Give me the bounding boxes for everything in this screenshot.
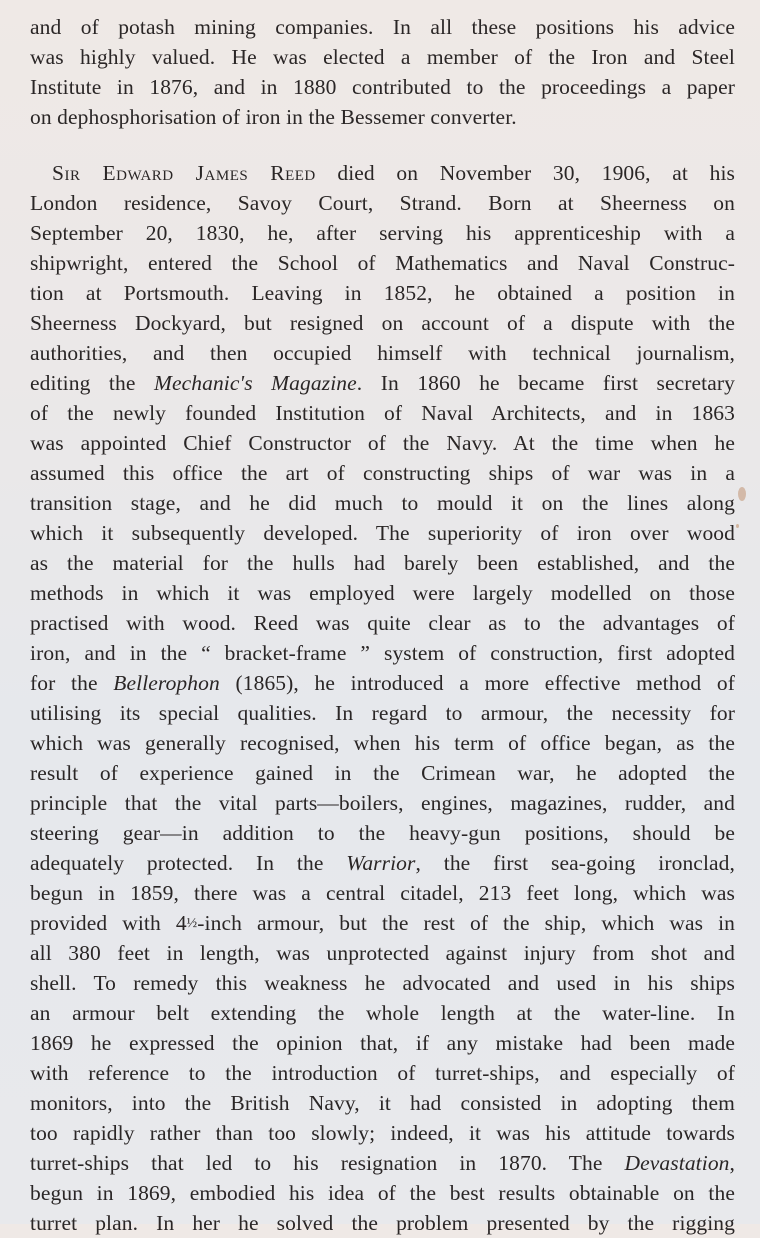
text-run: adequately protected. In the [30,851,347,875]
text-line [30,1148,735,1178]
text-line: shell. To remedy this weakness he advocated and used in his ships [30,971,735,995]
text-line: too rapidly rather than too slowly; indeed, it was his attitude towards [30,1121,735,1145]
text-line: London residence, Savoy Court, Strand. Born at Sheerness on [30,191,735,215]
text-line: September 20, 1830, he, after serving his apprenticeship with a [30,221,735,245]
italic-ship-name: Devastation [624,1151,730,1175]
text-line: methods in which it was employed were largely modelled on those [30,581,735,605]
text-line [30,908,735,938]
text-line: an armour belt extending the whole length at the water-line. In [30,1001,735,1025]
text-line: 1869 he expressed the opinion that, if any mistake had been made [30,1031,735,1055]
text-line: was highly valued. He was elected a member of the Iron and Steel [30,45,735,69]
text-run: (1865), he introduced a more effective method of [219,671,736,695]
text-line: which was generally recognised, when his term of office began, as the [30,731,735,755]
text-line: authorities, and then occupied himself with technical journalism, [30,341,735,365]
text-line: begun in 1859, there was a central citadel, 213 feet long, which was [30,881,735,905]
text-line: Institute in 1876, and in 1880 contributed to the proceedings a paper [30,75,735,99]
text-run: editing the [30,371,154,395]
text-line: transition stage, and he did much to mould it on the lines along [30,491,735,515]
paragraph-reed [30,158,735,1238]
text-line: all 380 feet in length, was unprotected against injury from shot and [30,941,735,965]
text-run: turret-ships that led to his resignation in 1870. The [30,1151,625,1175]
italic-title: Mechanic's Magazine [153,371,357,395]
text-run: -inch armour, but the rest of the ship, which was in [197,911,735,935]
text-line: turret plan. In her he solved the problem presented by the rigging [30,1211,735,1235]
text-line: practised with wood. Reed was quite clear as to the advantages of [30,611,735,635]
text-line [30,668,735,698]
text-run: , the first sea-going ironclad, [415,851,735,875]
text-line: assumed this office the art of constructing ships of war was in a [30,461,735,485]
italic-ship-name: Warrior [346,851,416,875]
text-line: begun in 1869, embodied his idea of the best results obtainable on the [30,1181,735,1205]
text-line: as the material for the hulls had barely been established, and the [30,551,735,575]
text-line: result of experience gained in the Crimean war, he adopted the [30,761,735,785]
text-line: which it subsequently developed. The superiority of iron over wood [30,521,735,545]
text-line: was appointed Chief Constructor of the Navy. At the time when he [30,431,735,455]
text-line: monitors, into the British Navy, it had consisted in adopting them [30,1091,735,1115]
paper-stain [738,487,746,501]
text-line: Sheerness Dockyard, but resigned on account of a dispute with the [30,311,735,335]
paper-stain [736,524,739,528]
text-run: died on November 30, 1906, at his [315,161,735,185]
text-line: steering gear—in addition to the heavy-gun positions, should be [30,821,735,845]
text-run: for the [30,671,114,695]
text-line [30,158,735,188]
subject-name: Sir Edward James Reed [52,161,316,185]
italic-ship-name: Bellerophon [113,671,220,695]
book-page [30,12,735,1238]
text-run: . In 1860 he became first secretary [356,371,736,395]
text-line [30,368,735,398]
fraction: ½ [186,916,198,931]
text-line: shipwright, entered the School of Mathematics and Naval Construc- [30,251,735,275]
text-line: on dephosphorisation of iron in the Bessemer converter. [30,105,517,129]
text-line: principle that the vital parts—boilers, engines, magazines, rudder, and [30,791,735,815]
text-line: utilising its special qualities. In regard to armour, the necessity for [30,701,735,725]
text-line [30,848,735,878]
text-run: , [729,1151,735,1175]
text-line: with reference to the introduction of turret-ships, and especially of [30,1061,735,1085]
text-line: iron, and in the “ bracket-frame ” system of construction, first adopted [30,641,735,665]
text-line: of the newly founded Institution of Naval Architects, and in 1863 [30,401,735,425]
text-line: tion at Portsmouth. Leaving in 1852, he obtained a position in [30,281,735,305]
text-run: provided with 4 [30,911,187,935]
paragraph-potash [30,12,735,132]
text-line: and of potash mining companies. In all these positions his advice [30,15,735,39]
paragraph-gap [30,132,735,158]
